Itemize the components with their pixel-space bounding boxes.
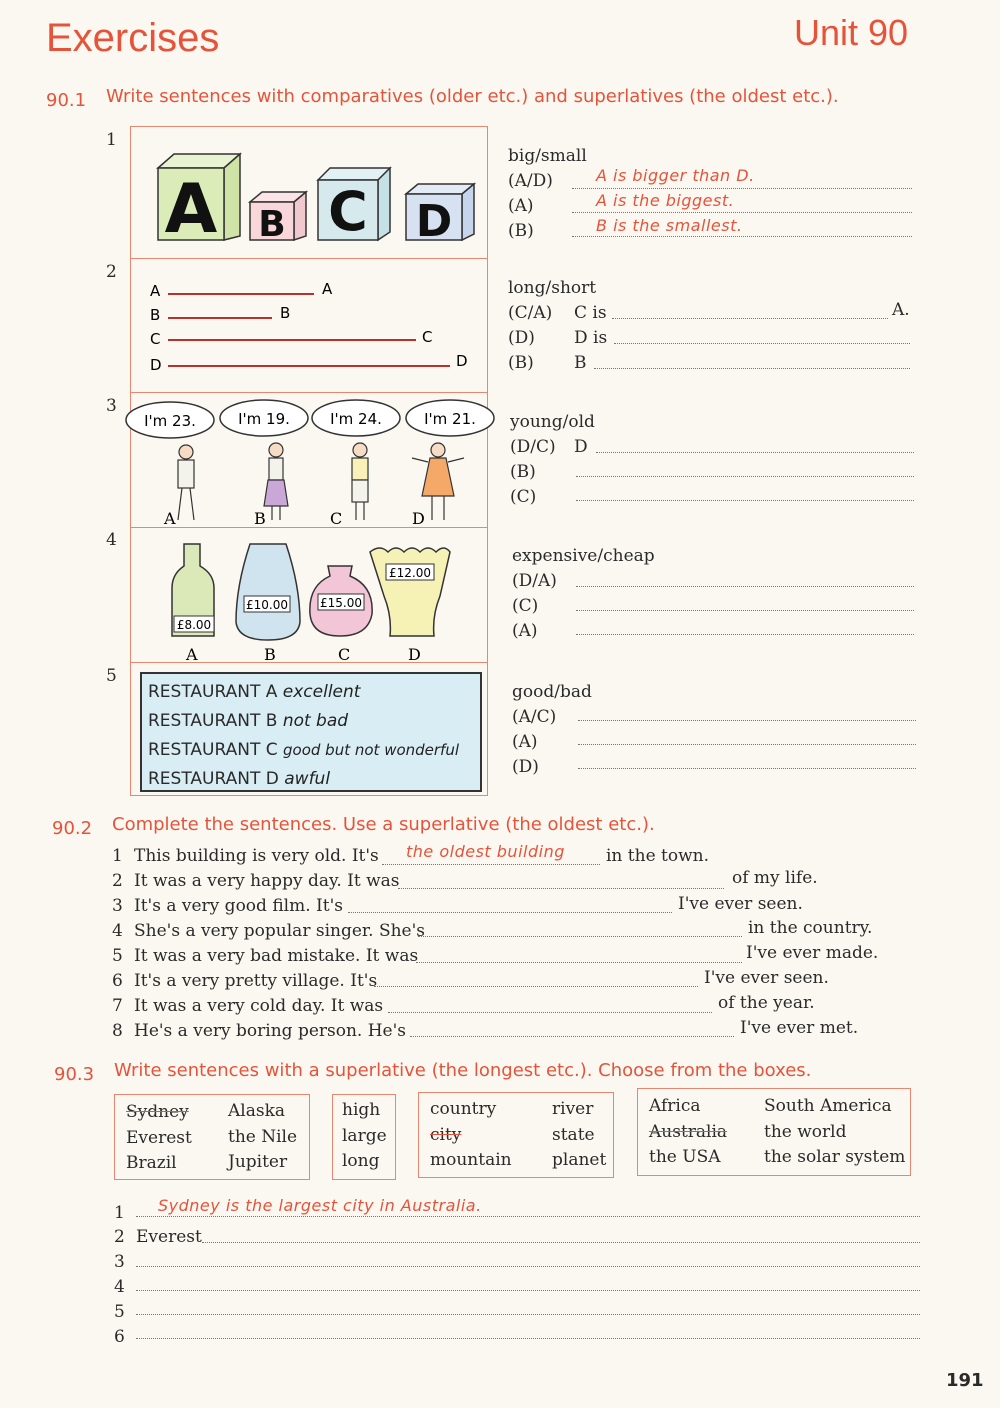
restaurant-name: RESTAURANT D bbox=[148, 769, 279, 789]
word: high bbox=[342, 1100, 381, 1120]
word: long bbox=[342, 1151, 380, 1171]
word-sydney: Sydney bbox=[126, 1102, 189, 1122]
vase-label: C bbox=[338, 645, 351, 660]
line-number: 3 bbox=[114, 1252, 125, 1272]
answer-line[interactable] bbox=[594, 368, 910, 369]
item-suffix: in the country. bbox=[748, 918, 873, 938]
lines-illustration bbox=[140, 274, 480, 382]
answer-line[interactable] bbox=[136, 1290, 920, 1291]
price-a: £8.00 bbox=[176, 618, 212, 632]
answer-line[interactable] bbox=[572, 212, 912, 213]
group-heading: young/old bbox=[510, 412, 595, 432]
ex2-number: 90.2 bbox=[52, 818, 93, 839]
panel-number: 2 bbox=[106, 262, 117, 282]
ex2-items bbox=[112, 842, 892, 1046]
ex1-number: 90.1 bbox=[46, 90, 87, 111]
group-heading: long/short bbox=[508, 278, 597, 298]
answer-line[interactable] bbox=[136, 1216, 920, 1217]
item-prefix: He's a very boring person. He's bbox=[134, 1021, 407, 1041]
word-australia: Australia bbox=[649, 1122, 728, 1142]
row-label: (A) bbox=[512, 732, 538, 752]
ex1-instruction: Write sentences with comparatives (older etc.) and superlatives (the oldest etc.). bbox=[106, 86, 839, 107]
answer-line[interactable] bbox=[202, 1242, 920, 1243]
vase-b bbox=[236, 544, 300, 640]
line-number: 6 bbox=[114, 1327, 125, 1347]
item-number: 6 bbox=[112, 971, 123, 991]
block-c bbox=[318, 168, 390, 243]
row-label: (A/C) bbox=[512, 707, 557, 727]
line-label: B bbox=[280, 304, 291, 322]
panel-number: 3 bbox=[106, 396, 117, 416]
vase-c bbox=[310, 566, 372, 636]
answer-line[interactable] bbox=[136, 1266, 920, 1267]
answer-line[interactable] bbox=[388, 1012, 712, 1013]
line-label: A bbox=[150, 282, 161, 300]
vase-a bbox=[172, 544, 214, 636]
word: river bbox=[552, 1099, 594, 1119]
block-a bbox=[158, 154, 240, 249]
speech-d: I'm 21. bbox=[424, 410, 476, 428]
item-prefix: It's a very good film. It's bbox=[134, 896, 343, 916]
vases-illustration bbox=[140, 536, 480, 660]
word: Brazil bbox=[126, 1153, 177, 1173]
line-label: D bbox=[456, 352, 468, 370]
item-suffix: I've ever made. bbox=[746, 943, 879, 963]
row-prefix: D is bbox=[574, 328, 608, 348]
row-label: (A/D) bbox=[508, 171, 553, 191]
answer-line[interactable] bbox=[348, 912, 672, 913]
row-label: (C) bbox=[510, 487, 537, 507]
answer-line[interactable] bbox=[398, 888, 724, 889]
panel-number: 5 bbox=[106, 666, 117, 686]
answer-line[interactable] bbox=[382, 864, 600, 865]
row-label: (D) bbox=[512, 757, 539, 777]
item-number: 8 bbox=[112, 1021, 123, 1041]
row-label: (C) bbox=[512, 596, 539, 616]
ex3-instruction: Write sentences with a superlative (the longest etc.). Choose from the boxes. bbox=[114, 1060, 812, 1081]
line-prefix: Everest bbox=[136, 1227, 202, 1247]
panel-divider bbox=[130, 662, 488, 663]
line-number: 2 bbox=[114, 1227, 125, 1247]
answer-line[interactable] bbox=[572, 188, 912, 189]
item-number: 1 bbox=[112, 846, 123, 866]
word: South America bbox=[764, 1096, 892, 1116]
panel-number: 4 bbox=[106, 530, 117, 550]
answer-line[interactable] bbox=[612, 318, 888, 319]
item-suffix: I've ever seen. bbox=[704, 968, 829, 988]
speech-a: I'm 23. bbox=[144, 412, 196, 430]
block-c-letter: C bbox=[328, 180, 368, 243]
answer-line[interactable] bbox=[576, 476, 914, 477]
answer-line[interactable] bbox=[576, 634, 914, 635]
word: planet bbox=[552, 1150, 607, 1170]
answer-text: the oldest building bbox=[406, 842, 565, 861]
person-label: B bbox=[254, 509, 266, 528]
block-a-letter: A bbox=[164, 170, 218, 249]
row-label: (A) bbox=[512, 621, 538, 641]
vase-label: B bbox=[264, 645, 276, 660]
panel-divider bbox=[130, 392, 488, 393]
item-number: 5 bbox=[112, 946, 123, 966]
line-number: 4 bbox=[114, 1277, 125, 1297]
word: Africa bbox=[649, 1096, 701, 1116]
word: the world bbox=[764, 1122, 847, 1142]
row-label: (A) bbox=[508, 196, 534, 216]
item-number: 3 bbox=[112, 896, 123, 916]
person-c-figure bbox=[352, 443, 368, 520]
group-heading: big/small bbox=[508, 146, 587, 166]
row-label: (B) bbox=[508, 221, 534, 241]
row-suffix: A. bbox=[892, 300, 910, 320]
restaurant-list bbox=[148, 678, 459, 794]
answer-line[interactable] bbox=[576, 500, 914, 501]
answer-line[interactable] bbox=[418, 936, 742, 937]
answer-line[interactable] bbox=[374, 986, 698, 987]
line-label: B bbox=[150, 306, 161, 324]
item-suffix: I've ever seen. bbox=[678, 894, 803, 914]
answer-line[interactable] bbox=[614, 343, 910, 344]
speech-b: I'm 19. bbox=[238, 410, 290, 428]
word: the solar system bbox=[764, 1147, 906, 1167]
word: the Nile bbox=[228, 1127, 298, 1147]
item-number: 4 bbox=[112, 921, 123, 941]
restaurant-rating: awful bbox=[284, 769, 331, 789]
item-prefix: It was a very cold day. It was bbox=[134, 996, 384, 1016]
line-label: C bbox=[150, 330, 161, 348]
panel-divider bbox=[130, 258, 488, 259]
row-label: (D) bbox=[508, 328, 535, 348]
restaurant-rating: not bad bbox=[282, 711, 349, 731]
block-d-letter: D bbox=[415, 196, 453, 247]
word: Alaska bbox=[228, 1101, 286, 1121]
item-prefix: It was a very happy day. It was bbox=[134, 871, 400, 891]
answer-line[interactable] bbox=[572, 236, 912, 237]
speech-c: I'm 24. bbox=[330, 410, 382, 428]
answer-line[interactable] bbox=[136, 1338, 920, 1339]
row-label: (D/C) bbox=[510, 437, 556, 457]
row-prefix: B bbox=[574, 353, 587, 373]
item-prefix: This building is very old. It's bbox=[134, 846, 379, 866]
word: large bbox=[342, 1126, 387, 1146]
item-suffix: I've ever met. bbox=[740, 1018, 859, 1038]
answer-text: A is the biggest. bbox=[596, 191, 735, 210]
answer-line[interactable] bbox=[416, 962, 742, 963]
block-b-letter: B bbox=[258, 204, 286, 245]
item-number: 2 bbox=[112, 871, 123, 891]
vase-d bbox=[370, 548, 450, 636]
price-d: £12.00 bbox=[389, 566, 431, 580]
row-prefix: C is bbox=[574, 303, 607, 323]
word: country bbox=[430, 1099, 497, 1119]
line-label: A bbox=[322, 280, 333, 298]
page-title: Exercises bbox=[46, 16, 220, 60]
vase-label: A bbox=[186, 645, 198, 660]
restaurant-rating: excellent bbox=[282, 682, 361, 702]
answer-line[interactable] bbox=[410, 1036, 734, 1037]
page-number: 191 bbox=[946, 1370, 984, 1391]
item-prefix: It's a very pretty village. It's bbox=[134, 971, 378, 991]
item-prefix: It was a very bad mistake. It was bbox=[134, 946, 419, 966]
row-prefix: D bbox=[574, 437, 588, 457]
word: the USA bbox=[649, 1147, 721, 1167]
row-label: (D/A) bbox=[512, 571, 557, 591]
price-c: £15.00 bbox=[320, 596, 362, 610]
blocks-illustration bbox=[140, 140, 480, 252]
person-label: D bbox=[412, 509, 425, 528]
answer-line[interactable] bbox=[136, 1314, 920, 1315]
answer-line[interactable] bbox=[596, 452, 914, 453]
item-number: 7 bbox=[112, 996, 123, 1016]
block-b bbox=[250, 192, 306, 245]
item-suffix: in the town. bbox=[606, 846, 710, 866]
item-suffix: of the year. bbox=[718, 993, 815, 1013]
answer-line[interactable] bbox=[576, 610, 914, 611]
panel-number: 1 bbox=[106, 130, 117, 150]
person-label: C bbox=[330, 509, 343, 528]
row-label: (C/A) bbox=[508, 303, 553, 323]
price-b: £10.00 bbox=[246, 598, 288, 612]
word-city: city bbox=[430, 1125, 462, 1145]
line-number: 1 bbox=[114, 1203, 125, 1223]
row-label: (B) bbox=[510, 462, 536, 482]
row-label: (B) bbox=[508, 353, 534, 373]
answer-line[interactable] bbox=[576, 586, 914, 587]
person-b-figure bbox=[264, 443, 288, 520]
group-heading: good/bad bbox=[512, 682, 592, 702]
people-illustration bbox=[120, 396, 500, 530]
answer-line[interactable] bbox=[578, 744, 916, 745]
word: mountain bbox=[430, 1150, 512, 1170]
line-label: D bbox=[150, 356, 162, 374]
restaurant-name: RESTAURANT B bbox=[148, 711, 278, 731]
restaurant-name: RESTAURANT C bbox=[148, 740, 278, 760]
ex3-number: 90.3 bbox=[54, 1064, 95, 1085]
word: Everest bbox=[126, 1128, 192, 1148]
answer-text: A is bigger than D. bbox=[596, 166, 755, 185]
ex2-instruction: Complete the sentences. Use a superlative (the oldest etc.). bbox=[112, 814, 655, 835]
ex3-lines bbox=[114, 1196, 922, 1360]
block-d bbox=[406, 184, 474, 247]
restaurant-name: RESTAURANT A bbox=[148, 682, 278, 702]
unit-label: Unit 90 bbox=[794, 12, 909, 53]
vase-label: D bbox=[408, 645, 421, 660]
item-prefix: She's a very popular singer. She's bbox=[134, 921, 426, 941]
answer-text: B is the smallest. bbox=[596, 216, 743, 235]
restaurant-rating: good but not wonderful bbox=[283, 741, 460, 759]
person-a-figure bbox=[178, 445, 194, 520]
line-label: C bbox=[422, 328, 433, 346]
word: Jupiter bbox=[228, 1152, 288, 1172]
answer-text: Sydney is the largest city in Australia. bbox=[158, 1196, 482, 1215]
line-number: 5 bbox=[114, 1302, 125, 1322]
word: state bbox=[552, 1125, 595, 1145]
person-label: A bbox=[164, 509, 176, 528]
group-heading: expensive/cheap bbox=[512, 546, 655, 566]
item-suffix: of my life. bbox=[732, 868, 818, 888]
answer-line[interactable] bbox=[578, 720, 916, 721]
answer-line[interactable] bbox=[578, 768, 916, 769]
